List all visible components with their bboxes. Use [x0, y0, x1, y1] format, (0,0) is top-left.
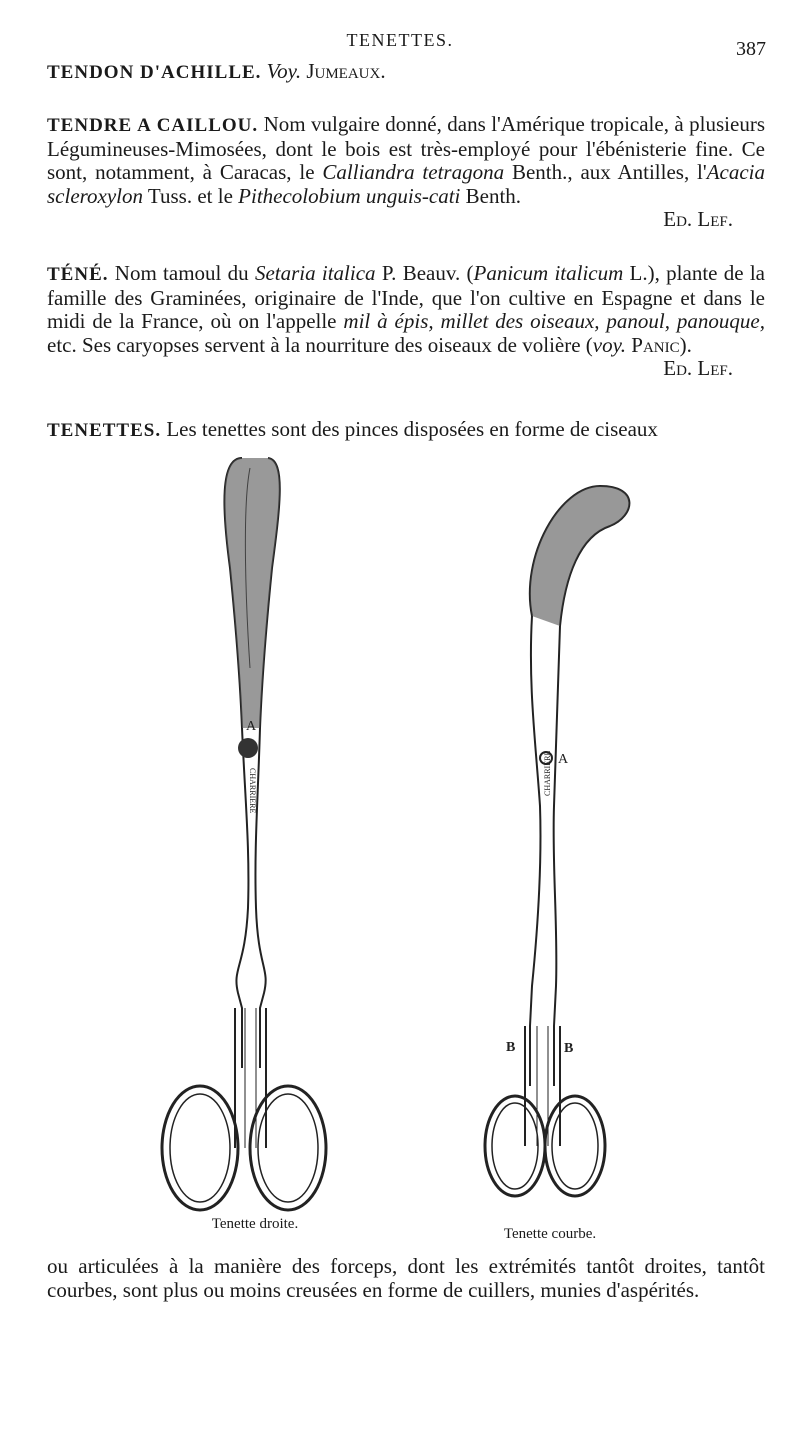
small-caps-text: Panic [631, 332, 680, 357]
small-caps-text: Jumeaux. [306, 59, 386, 83]
entry-tendre-a-caillou [47, 113, 765, 232]
tenette-courbe-illustration [470, 466, 650, 1226]
headword: TENDON D'ACHILLE. [47, 62, 262, 83]
label-b-right: B [564, 1041, 574, 1056]
text-run: P. Beauv. ( [375, 261, 474, 285]
headword: TENETTES. [47, 420, 162, 441]
entry-text [161, 417, 658, 441]
text-run: ). [679, 332, 692, 357]
maker-mark: CHARRIERE [248, 768, 257, 814]
text-run: Nom tamoul du [108, 261, 255, 285]
entry-tendon-achille [47, 60, 765, 85]
maker-mark: CHARRIERE [543, 750, 552, 796]
italic-text: mil à épis, millet des oiseaux, panoul, panouque, [343, 309, 765, 333]
text-run: Benth., aux Antilles, l' [504, 160, 707, 184]
headword: TÉNÉ. [47, 264, 109, 285]
text-run: etc. Ses caryopses servent à la nourriture des oiseaux de volière ( [47, 332, 593, 357]
italic-text: Voy. [266, 59, 302, 83]
italic-text: voy. [592, 332, 627, 357]
tenette-droite-illustration [150, 448, 350, 1218]
text-run: L.), plante de la famille des Graminées, originaire de l'Inde, que l'on cultive en Espagne et dans le midi de la France, où on l'appelle [47, 261, 765, 333]
text-run: Tuss. et le [143, 183, 239, 208]
label-b-left: B [506, 1040, 516, 1055]
entry-tenettes-continuation: ou articulées à la manière des forceps, dont les extrémités tantôt droites, tantôt courbes, sont plus ou moins creusées en forme de cuillers, munies d'aspérités. [47, 1254, 765, 1302]
caption-tenette-droite: Tenette droite. [211, 1216, 299, 1232]
italic-text: Acacia scleroxylon [47, 160, 765, 208]
italic-text: Panicum italicum [473, 261, 624, 285]
label-a: A [246, 719, 257, 734]
text-run: Nom vulgaire donné, dans l'Amérique tropicale, à plusieurs Légumineuses-Mimosées, dont le bois est très-employé pour l'ébénisterie fine. Ce sont, notamment, à Caracas, le [47, 112, 766, 184]
text-run: Benth. [460, 183, 522, 208]
page-number: 387 [736, 38, 766, 60]
italic-text: Setaria italica [254, 261, 376, 285]
author-signature: Ed. Lef. [663, 356, 733, 380]
author-signature: Ed. Lef. [663, 207, 733, 231]
running-title: TENETTES. [346, 30, 454, 50]
headword: TENDRE A CAILLOU. [47, 115, 259, 136]
pivot-screw [238, 738, 258, 758]
text-run: Les tenettes sont des pinces disposées en forme de ciseaux [161, 417, 658, 441]
label-a: A [558, 752, 569, 767]
entry-tene [47, 262, 765, 381]
caption-tenette-courbe: Tenette courbe. [503, 1226, 597, 1242]
entry-text [261, 59, 385, 83]
entry-text [47, 261, 765, 357]
italic-text: Pithecolobium unguis-cati [238, 183, 461, 208]
entry-tenettes [47, 418, 765, 443]
italic-text: Calliandra tetragona [322, 160, 505, 184]
